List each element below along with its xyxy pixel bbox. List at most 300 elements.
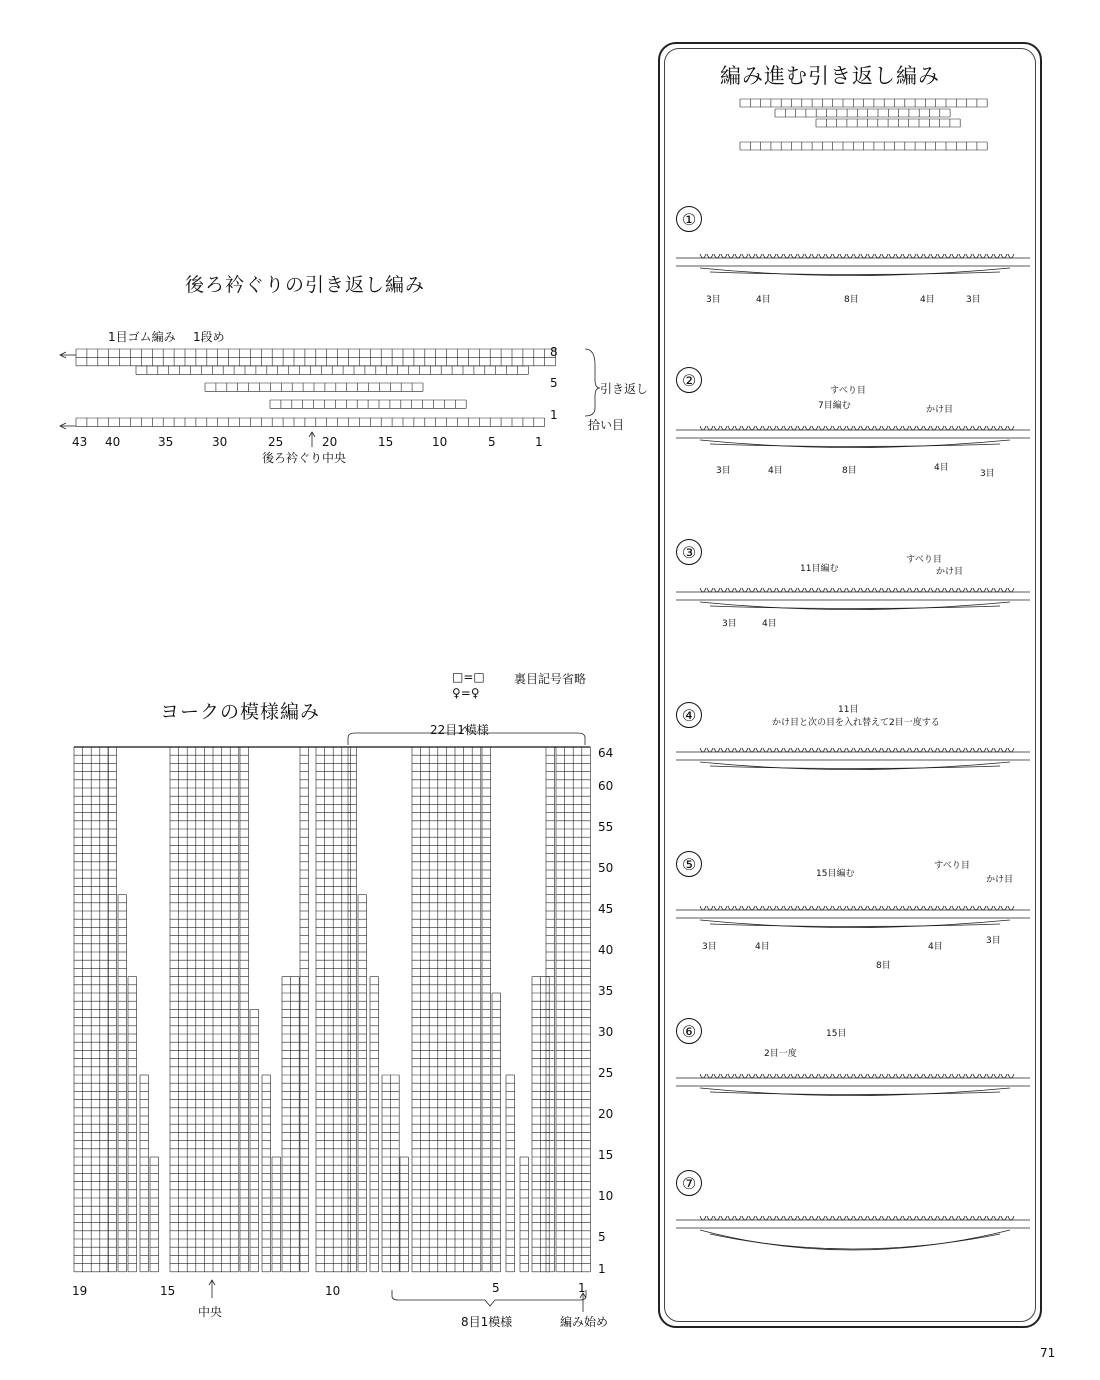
stitch-loop <box>763 426 769 430</box>
stitch-loop <box>812 1216 818 1220</box>
stitch-loop <box>791 748 797 752</box>
stitch-loop <box>980 1074 986 1078</box>
stitch-loop <box>798 254 804 258</box>
stitch-loop <box>910 748 916 752</box>
stitch-loop <box>959 588 965 592</box>
stitch-loop <box>756 748 762 752</box>
stitch-loop <box>924 748 930 752</box>
stitch-loop <box>707 906 713 910</box>
stitch-loop <box>784 254 790 258</box>
stitch-loop <box>749 906 755 910</box>
yoke-row-number: 50 <box>598 861 614 875</box>
stitch-loop <box>973 1216 979 1220</box>
stitch-loop <box>735 254 741 258</box>
stitch-loop <box>700 748 706 752</box>
stitch-loop <box>819 1216 825 1220</box>
stitch-loop <box>805 254 811 258</box>
stitch-loop <box>987 906 993 910</box>
step-4-label: かけ目と次の目を入れ替えて2目一度する <box>772 718 940 728</box>
stitch-loop <box>875 748 881 752</box>
stitch-loop <box>896 748 902 752</box>
stitch-loop <box>966 1074 972 1078</box>
legend-item-2: ♀=♀ <box>452 686 480 700</box>
stitch-loop <box>798 906 804 910</box>
stitch-loop <box>735 426 741 430</box>
stitch-loop <box>917 906 923 910</box>
stitch-loop <box>952 906 958 910</box>
stitch-loop <box>805 1074 811 1078</box>
step-illustration <box>676 588 1030 610</box>
stitch-loop <box>833 254 839 258</box>
neck-col-30: 30 <box>212 435 228 449</box>
stitch-loop <box>714 254 720 258</box>
stitch-loop <box>777 906 783 910</box>
stitch-loop <box>721 906 727 910</box>
stitch-loop <box>938 1074 944 1078</box>
stitch-loop <box>973 588 979 592</box>
panel-title: 編み進む引き返し編み <box>720 64 940 88</box>
step-1-label: 4目 <box>920 295 935 305</box>
yoke-row-number: 10 <box>598 1189 614 1203</box>
stitch-loop <box>917 1074 923 1078</box>
stitch-loop <box>826 748 832 752</box>
stitch-loop <box>938 426 944 430</box>
stitch-loop <box>973 254 979 258</box>
yoke-row-number: 5 <box>598 1230 606 1244</box>
stitch-loop <box>973 426 979 430</box>
stitch-loop <box>861 748 867 752</box>
stitch-loop <box>833 906 839 910</box>
stitch-loop <box>896 906 902 910</box>
step-2-number: ② <box>676 367 702 393</box>
neck-row-1: 1 <box>550 408 558 422</box>
stitch-loop <box>903 254 909 258</box>
stitch-loop <box>840 1074 846 1078</box>
stitch-loop <box>777 748 783 752</box>
stitch-loop <box>931 588 937 592</box>
stitch-loop <box>840 254 846 258</box>
stitch-loop <box>973 1074 979 1078</box>
stitch-loop <box>735 1216 741 1220</box>
stitch-loop <box>721 1216 727 1220</box>
stitch-loop <box>791 254 797 258</box>
stitch-loop <box>770 1074 776 1078</box>
stitch-loop <box>700 426 706 430</box>
stitch-loop <box>812 588 818 592</box>
stitch-loop <box>889 1074 895 1078</box>
stitch-loop <box>847 906 853 910</box>
step-5-label: 15目編む <box>816 869 855 879</box>
stitch-loop <box>840 426 846 430</box>
stitch-loop <box>945 748 951 752</box>
stitch-loop <box>735 1074 741 1078</box>
stitch-loop <box>700 1216 706 1220</box>
stitch-loop <box>938 906 944 910</box>
stitch-loop <box>840 1216 846 1220</box>
stitch-loop <box>896 426 902 430</box>
step-5-label: 3目 <box>702 942 717 952</box>
step-illustration <box>676 906 1030 928</box>
stitch-loop <box>1001 254 1007 258</box>
stitch-loop <box>847 1074 853 1078</box>
stitch-loop <box>910 254 916 258</box>
stitch-loop <box>959 906 965 910</box>
step-1-label: 3目 <box>966 295 981 305</box>
stitch-loop <box>728 588 734 592</box>
stitch-loop <box>791 906 797 910</box>
stitch-loop <box>805 1216 811 1220</box>
stitch-loop <box>896 1074 902 1078</box>
stitch-loop <box>875 588 881 592</box>
stitch-loop <box>847 588 853 592</box>
step-2-label: 4目 <box>768 466 783 476</box>
stitch-loop <box>791 426 797 430</box>
yoke-col-5: 5 <box>492 1281 500 1295</box>
stitch-loop <box>994 906 1000 910</box>
stitch-loop <box>742 1216 748 1220</box>
stitch-loop <box>987 588 993 592</box>
stitch-loop <box>854 1074 860 1078</box>
stitch-loop <box>847 426 853 430</box>
stitch-loop <box>847 748 853 752</box>
stitch-loop <box>896 588 902 592</box>
stitch-loop <box>819 426 825 430</box>
stitch-loop <box>826 588 832 592</box>
stitch-loop <box>875 426 881 430</box>
yoke-col-10: 10 <box>325 1284 341 1298</box>
yoke-col-15: 15 <box>160 1284 176 1298</box>
stitch-loop <box>952 1216 958 1220</box>
stitch-loop <box>980 906 986 910</box>
stitch-loop <box>707 426 713 430</box>
step-2-label: 3目 <box>716 466 731 476</box>
stitch-loop <box>861 254 867 258</box>
step-1-label: 3目 <box>706 295 721 305</box>
stitch-loop <box>917 1216 923 1220</box>
stitch-loop <box>770 1216 776 1220</box>
stitch-loop <box>882 588 888 592</box>
stitch-loop <box>994 748 1000 752</box>
stitch-loop <box>756 1074 762 1078</box>
step-illustration <box>676 426 1030 448</box>
stitch-loop <box>777 1216 783 1220</box>
stitch-loop <box>756 588 762 592</box>
step-illustration <box>676 1216 1030 1250</box>
stitch-loop <box>931 748 937 752</box>
neck-row-5: 5 <box>550 376 558 390</box>
step-3-label: すべり目 <box>906 555 942 565</box>
stitch-loop <box>987 254 993 258</box>
stitch-loop <box>854 748 860 752</box>
stitch-loop <box>714 748 720 752</box>
stitch-loop <box>952 588 958 592</box>
stitch-loop <box>721 254 727 258</box>
stitch-loop <box>910 1074 916 1078</box>
yoke-row-number: 64 <box>598 746 614 760</box>
stitch-loop <box>749 1074 755 1078</box>
stitch-loop <box>826 1216 832 1220</box>
stitch-loop <box>840 748 846 752</box>
fabric-row <box>710 1234 1000 1249</box>
neck-col-35: 35 <box>158 435 174 449</box>
stitch-loop <box>882 906 888 910</box>
stitch-loop <box>882 254 888 258</box>
stitch-loop <box>714 906 720 910</box>
stitch-loop <box>833 426 839 430</box>
stitch-loop <box>896 1216 902 1220</box>
stitch-loop <box>861 906 867 910</box>
stitch-loop <box>700 1074 706 1078</box>
stitch-loop <box>959 748 965 752</box>
stitch-loop <box>777 1074 783 1078</box>
stitch-loop <box>791 1216 797 1220</box>
stitch-loop <box>700 254 706 258</box>
stitch-loop <box>987 426 993 430</box>
stitch-loop <box>812 426 818 430</box>
stitch-loop <box>812 1074 818 1078</box>
stitch-loop <box>987 1074 993 1078</box>
stitch-loop <box>1008 906 1014 910</box>
stitch-loop <box>910 1216 916 1220</box>
stitch-loop <box>784 1216 790 1220</box>
stitch-loop <box>819 748 825 752</box>
stitch-loop <box>770 426 776 430</box>
stitch-loop <box>742 254 748 258</box>
stitch-loop <box>840 906 846 910</box>
stitch-loop <box>854 426 860 430</box>
stitch-loop <box>917 254 923 258</box>
stitch-loop <box>1008 1074 1014 1078</box>
stitch-loop <box>763 1216 769 1220</box>
stitch-loop <box>784 748 790 752</box>
stitch-loop <box>868 588 874 592</box>
page-number: 71 <box>1040 1346 1056 1360</box>
stitch-loop <box>903 588 909 592</box>
stitch-loop <box>1008 748 1014 752</box>
step-5-label: 4目 <box>928 942 943 952</box>
step-3-number: ③ <box>676 539 702 565</box>
stitch-loop <box>1008 426 1014 430</box>
stitch-loop <box>980 426 986 430</box>
stitch-loop <box>924 588 930 592</box>
stitch-loop <box>903 426 909 430</box>
yoke-row-number: 55 <box>598 820 614 834</box>
stitch-loop <box>938 254 944 258</box>
stitch-loop <box>889 254 895 258</box>
stitch-loop <box>994 426 1000 430</box>
stitch-loop <box>749 254 755 258</box>
stitch-loop <box>833 1074 839 1078</box>
stitch-loop <box>728 1074 734 1078</box>
stitch-loop <box>861 588 867 592</box>
neck-col-40: 40 <box>105 435 121 449</box>
step-2-label: 7目編む <box>818 401 851 411</box>
stitch-loop <box>840 588 846 592</box>
legend-item-1: □=□ <box>452 670 485 684</box>
stitch-loop <box>861 426 867 430</box>
stitch-loop <box>826 254 832 258</box>
stitch-loop <box>749 426 755 430</box>
stitch-loop <box>924 1074 930 1078</box>
stitch-loop <box>875 906 881 910</box>
stitch-loop <box>833 1216 839 1220</box>
stitch-loop <box>868 426 874 430</box>
neck-center-label: 後ろ衿ぐり中央 <box>262 451 347 465</box>
stitch-loop <box>931 906 937 910</box>
yoke-row-number: 60 <box>598 779 614 793</box>
neck-col-5: 5 <box>488 435 496 449</box>
yoke-row-number: 15 <box>598 1148 614 1162</box>
stitch-loop <box>952 254 958 258</box>
stitch-loop <box>791 588 797 592</box>
neck-col-43: 43 <box>72 435 88 449</box>
yoke-row-number: 30 <box>598 1025 614 1039</box>
stitch-loop <box>735 906 741 910</box>
stitch-loop <box>833 588 839 592</box>
step-illustration <box>676 1074 1030 1096</box>
stitch-loop <box>784 588 790 592</box>
stitch-loop <box>798 1074 804 1078</box>
stitch-loop <box>742 906 748 910</box>
stitch-loop <box>728 748 734 752</box>
step-4-number: ④ <box>676 702 702 728</box>
stitch-loop <box>938 588 944 592</box>
stitch-loop <box>945 1074 951 1078</box>
stitch-loop <box>959 426 965 430</box>
stitch-loop <box>889 906 895 910</box>
stitch-loop <box>966 748 972 752</box>
stitch-loop <box>721 588 727 592</box>
yoke-row-number: 35 <box>598 984 614 998</box>
stitch-loop <box>903 906 909 910</box>
stitch-loop <box>889 1216 895 1220</box>
stitch-loop <box>959 1074 965 1078</box>
stitch-loop <box>924 1216 930 1220</box>
stitch-loop <box>980 254 986 258</box>
stitch-loop <box>1008 1216 1014 1220</box>
stitch-loop <box>805 748 811 752</box>
stitch-loop <box>1001 1074 1007 1078</box>
stitch-loop <box>924 426 930 430</box>
stitch-loop <box>805 426 811 430</box>
step-7-number: ⑦ <box>676 1170 702 1196</box>
stitch-loop <box>945 1216 951 1220</box>
neck-col-10: 10 <box>432 435 448 449</box>
stitch-loop <box>931 1074 937 1078</box>
stitch-loop <box>770 748 776 752</box>
stitch-loop <box>861 1216 867 1220</box>
stitch-loop <box>742 1074 748 1078</box>
stitch-loop <box>994 1074 1000 1078</box>
pickup-label: 拾い目 <box>588 418 625 432</box>
stitch-loop <box>707 1074 713 1078</box>
stitch-loop <box>728 426 734 430</box>
stitch-loop <box>819 588 825 592</box>
stitch-loop <box>994 254 1000 258</box>
stitch-loop <box>763 1074 769 1078</box>
stitch-loop <box>707 588 713 592</box>
stitch-loop <box>917 748 923 752</box>
stitch-loop <box>819 906 825 910</box>
stitch-loop <box>966 426 972 430</box>
step-1-label: 4目 <box>756 295 771 305</box>
step-3-label: 11目編む <box>800 564 839 574</box>
stitch-loop <box>812 748 818 752</box>
stitch-loop <box>868 1074 874 1078</box>
stitch-loop <box>847 1216 853 1220</box>
step-2-label: 8目 <box>842 466 857 476</box>
stitch-loop <box>714 1216 720 1220</box>
yoke-center-label: 中央 <box>198 1305 223 1319</box>
stitch-loop <box>742 588 748 592</box>
yoke-start-label: 編み始め <box>560 1315 609 1329</box>
stitch-loop <box>882 1074 888 1078</box>
neck-col-25: 25 <box>268 435 284 449</box>
stitch-loop <box>875 254 881 258</box>
stitch-loop <box>910 426 916 430</box>
stitch-loop <box>798 1216 804 1220</box>
yoke-row-number: 1 <box>598 1262 606 1276</box>
stitch-loop <box>868 254 874 258</box>
step-6-number: ⑥ <box>676 1018 702 1044</box>
stitch-loop <box>938 748 944 752</box>
stitch-loop <box>826 1074 832 1078</box>
yoke-row-number: 25 <box>598 1066 614 1080</box>
neck-col-20: 20 <box>322 435 338 449</box>
stitch-loop <box>945 906 951 910</box>
step-2-label: すべり目 <box>830 386 866 396</box>
stitch-loop <box>861 1074 867 1078</box>
stitch-loop <box>882 748 888 752</box>
stitch-loop <box>756 426 762 430</box>
fabric-edge <box>700 1230 1010 1250</box>
stitch-loop <box>707 254 713 258</box>
stitch-loop <box>910 906 916 910</box>
stitch-loop <box>833 748 839 752</box>
stitch-loop <box>847 254 853 258</box>
stitch-loop <box>756 906 762 910</box>
stitch-loop <box>770 254 776 258</box>
stitch-loop <box>763 906 769 910</box>
back-neck-title: 後ろ衿ぐりの引き返し編み <box>185 274 426 296</box>
step-illustration <box>676 254 1030 276</box>
stitch-loop <box>707 748 713 752</box>
stitch-loop <box>854 906 860 910</box>
stitch-loop <box>854 588 860 592</box>
stitch-loop <box>917 426 923 430</box>
stitch-loop <box>931 254 937 258</box>
stitch-loop <box>1008 254 1014 258</box>
stitch-loop <box>714 588 720 592</box>
stitch-loop <box>868 748 874 752</box>
step-2-label: 3目 <box>980 469 995 479</box>
stitch-loop <box>798 748 804 752</box>
stitch-loop <box>777 588 783 592</box>
step-5-label: 8目 <box>876 961 891 971</box>
step-4-label: 11目 <box>838 705 859 715</box>
stitch-loop <box>721 1074 727 1078</box>
yoke-col-19: 19 <box>72 1284 88 1298</box>
stitch-loop <box>903 1216 909 1220</box>
stitch-loop <box>959 254 965 258</box>
stitch-loop <box>728 1216 734 1220</box>
stitch-loop <box>868 1216 874 1220</box>
stitch-loop <box>1001 1216 1007 1220</box>
stitch-loop <box>763 588 769 592</box>
stitch-loop <box>952 1074 958 1078</box>
stitch-loop <box>721 748 727 752</box>
neck-col-15: 15 <box>378 435 394 449</box>
